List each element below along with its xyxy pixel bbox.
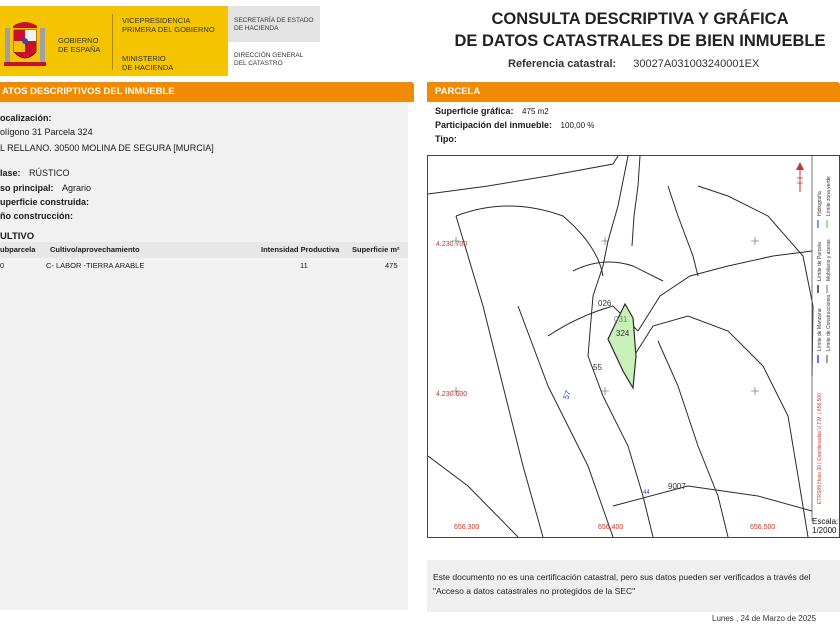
parcel-label-031: 031	[614, 315, 628, 324]
gobierno-label	[58, 36, 100, 54]
ministerio-label	[122, 54, 173, 72]
document-date: Lunes , 24 de Marzo de 2025	[712, 614, 817, 623]
map-legend	[817, 176, 832, 504]
legend-hidrografia: Hidrografía	[817, 191, 823, 216]
vice-line2: PRIMERA DEL GOBIERNO	[122, 25, 215, 34]
y-coord-label-1: 4.230.700	[436, 241, 468, 248]
legend-zona-verde: Límite zona verde	[826, 176, 832, 216]
cultivo-table-header	[0, 242, 408, 258]
min-line2: DE HACIENDA	[122, 63, 174, 72]
legend-limite-manzana: Límite de Manzana	[817, 308, 823, 351]
header-separator	[112, 14, 113, 70]
legend-coord-note: ETRS89 Huso 30 | Coordenadas U.T.M. | 656.500	[817, 393, 823, 504]
north-arrow-icon	[796, 162, 804, 192]
datos-descriptivos-header	[0, 82, 414, 102]
vicepresidencia-label	[122, 16, 215, 34]
scale-value: 1/2000	[812, 526, 837, 535]
parcela-title: PARCELA	[435, 86, 481, 97]
tipo-label: Tipo:	[435, 134, 457, 144]
col-cultivo: Cultivo/aprovechamiento	[50, 245, 140, 254]
localizacion-line1: olígono 31 Parcela 324	[0, 127, 93, 137]
sup-grafica-label: Superficie gráfica:	[435, 106, 514, 116]
parcela-header	[427, 82, 840, 102]
ano-construccion-label: ño construcción:	[0, 211, 74, 221]
parcel-label-324: 324	[616, 329, 630, 338]
cultivo-title: ULTIVO	[0, 231, 35, 242]
cadastral-map-svg	[428, 156, 839, 537]
y-coord-label-2: 4.230.600	[436, 391, 468, 398]
participacion-value: 100,00 %	[560, 121, 595, 130]
localizacion-label: ocalización:	[0, 113, 52, 123]
cell-cultivo: C- LABOR -TIERRA ARABLE	[46, 261, 145, 270]
gobierno-line2: DE ESPAÑA	[58, 45, 101, 54]
gobierno-line1: GOBIERNO	[58, 36, 99, 45]
legend-mobiliario: Mobiliario y aceras	[826, 239, 832, 281]
cell-superficie: 475	[385, 261, 398, 270]
legend-limite-parcela: Límite de Parcela	[817, 242, 823, 281]
datos-descriptivos-title: ATOS DESCRIPTIVOS DEL INMUEBLE	[2, 86, 175, 97]
spain-coat-of-arms-icon	[2, 18, 48, 72]
clase-row	[0, 168, 70, 178]
sec-line1: SECRETARÍA DE ESTADO	[234, 17, 314, 24]
parcel-label-9007: 9007	[668, 482, 686, 491]
participacion-label: Participación del inmueble:	[435, 120, 553, 130]
disclaimer-text: Este documento no es una certificación catastral, pero sus datos pueden ser verificados a través del "Acceso a datos catastrales no protegidos de la SEC"	[433, 572, 811, 596]
datos-descriptivos-panel	[0, 102, 408, 610]
scale-label: Escala:	[812, 517, 839, 526]
referencia-catastral	[508, 58, 759, 70]
ref-value: 30027A031003240001EX	[633, 58, 760, 70]
direccion-label	[234, 52, 303, 68]
table-row	[0, 258, 408, 272]
cell-subparcela: 0	[0, 261, 5, 270]
parcel-label-026: 026	[598, 299, 612, 308]
document-title	[440, 8, 840, 52]
sup-grafica-value: 475 m2	[522, 107, 549, 116]
disclaimer-note	[427, 560, 840, 612]
clase-label: lase:	[0, 168, 21, 178]
clase-value: RÚSTICO	[29, 168, 70, 178]
col-superficie: Superficie m²	[352, 245, 400, 254]
map-scale	[812, 517, 838, 535]
dir-line1: DIRECCIÓN GENERAL	[234, 52, 304, 59]
grid-crosses	[452, 237, 759, 395]
cell-intensidad: 11	[300, 261, 308, 270]
uso-value: Agrario	[62, 183, 92, 193]
x-coord-label-3: 656.500	[750, 524, 776, 531]
parcel-label-57: 57	[561, 389, 573, 401]
participacion-row	[435, 120, 594, 130]
secretaria-label	[234, 17, 314, 33]
vice-line1: VICEPRESIDENCIA	[122, 16, 191, 25]
ref-label: Referencia catastral:	[508, 58, 617, 70]
dir-line2: DEL CATASTRO	[234, 60, 283, 67]
superficie-construida-label: uperficie construida:	[0, 197, 90, 207]
superficie-grafica-row	[435, 106, 549, 116]
min-line1: MINISTERIO	[122, 54, 166, 63]
parcel-label-55: 55	[593, 363, 602, 372]
title-line2: DE DATOS CATASTRALES DE BIEN INMUEBLE	[454, 32, 826, 50]
x-coord-label-1: 656.300	[454, 524, 480, 531]
uso-label: so principal:	[0, 183, 54, 193]
col-subparcela: ubparcela	[0, 245, 36, 254]
cadastral-map	[427, 155, 840, 538]
localizacion-line2: L RELLANO. 30500 MOLINA DE SEGURA [MURCIA]	[0, 143, 214, 153]
x-coord-label-2: 656.400	[598, 524, 624, 531]
title-line1: CONSULTA DESCRIPTIVA Y GRÁFICA	[491, 10, 789, 28]
parcel-label-44: 44	[643, 490, 650, 496]
uso-row	[0, 183, 91, 193]
legend-limite-construcciones: Límite de Construcciones	[826, 294, 832, 351]
sec-line2: DE HACIENDA	[234, 25, 279, 32]
col-intensidad: Intensidad Productiva	[261, 245, 340, 254]
government-header-band	[0, 6, 320, 76]
